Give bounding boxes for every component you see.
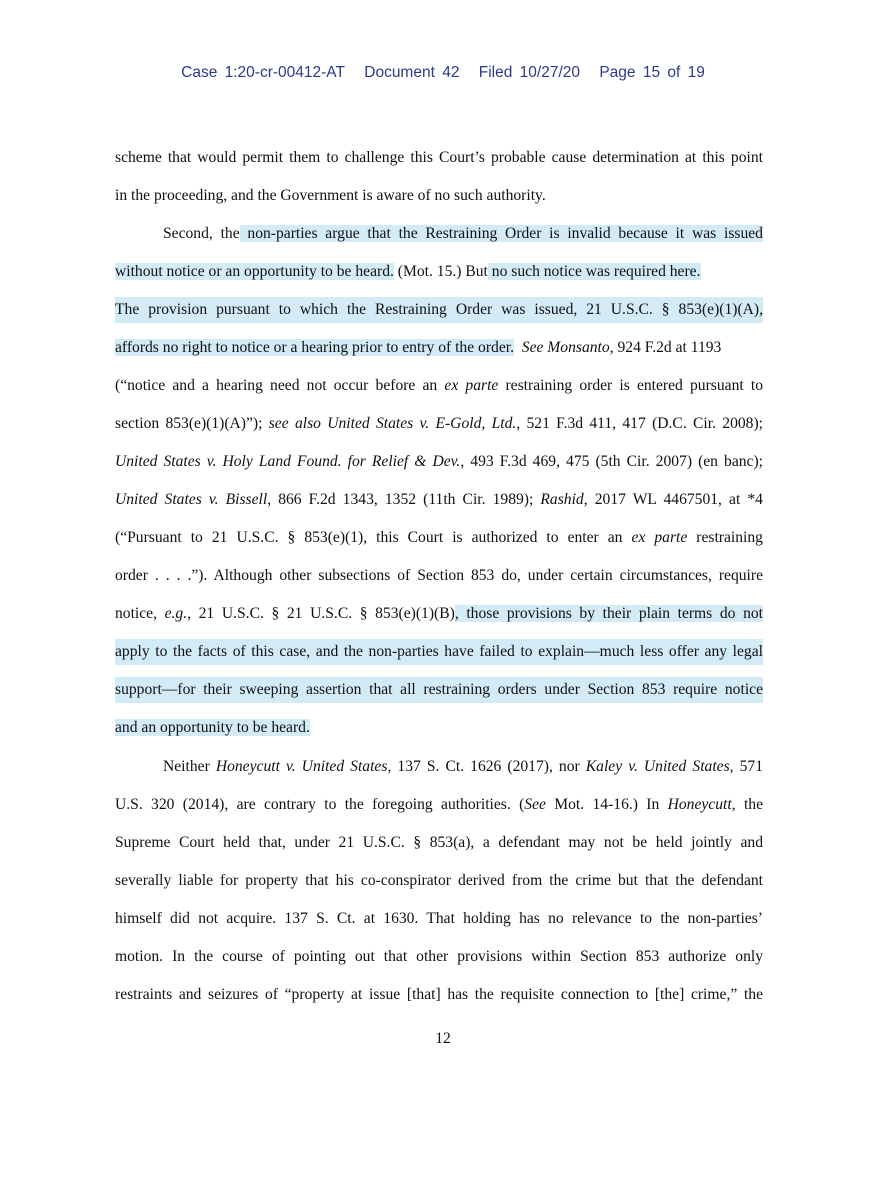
highlight: , those provisions by their plain terms do not (454, 605, 763, 622)
text-line (115, 715, 763, 741)
text-line: (“notice and a hearing need not occur before an ex parte restraining order is entered pursuant to (115, 377, 763, 394)
highlight: and an opportunity to be heard. (115, 719, 310, 736)
text-line: severally liable for property that his co-conspirator derived from the crime but that the defendant (115, 872, 763, 889)
text-line: motion. In the course of pointing out that other provisions within Section 853 authorize only (115, 948, 763, 965)
text-line: without notice or an opportunity to be heard. (Mot. 15.) But no such notice was required here. (115, 263, 701, 280)
text-line: apply to the facts of this case, and the non-parties have failed to explain—much less offer any legal (115, 639, 763, 665)
filed-date: Filed 10/27/20 (478, 64, 581, 81)
text-line: notice, e.g., 21 U.S.C. § 21 U.S.C. § 853(e)(1)(B), those provisions by their plain terms do not (115, 605, 763, 622)
text-line: The provision pursuant to which the Restraining Order was issued, 21 U.S.C. § 853(e)(1)(A), (115, 297, 763, 323)
text-line: restraints and seizures of “property at issue [that] has the requisite connection to [the] crime,” the (115, 986, 763, 1003)
text-line: U.S. 320 (2014), are contrary to the foregoing authorities. (See Mot. 14-16.) In Honeycutt, the (115, 796, 763, 813)
case-number: Case 1:20-cr-00412-AT (181, 64, 345, 81)
text-line: scheme that would permit them to challenge this Court’s probable cause determination at this point (115, 149, 763, 166)
highlight: affords no right to notice or a hearing prior to entry of the order. (115, 339, 514, 356)
text-line: section 853(e)(1)(A)”); see also United States v. E-Gold, Ltd., 521 F.3d 411, 417 (D.C. Cir. 2008); (115, 415, 763, 432)
highlight: without notice or an opportunity to be heard. (115, 263, 394, 280)
text-line: (“Pursuant to 21 U.S.C. § 853(e)(1), this Court is authorized to enter an ex parte restraining (115, 529, 763, 546)
highlight: no such notice was required here. (487, 263, 701, 280)
text-line: order . . . .”). Although other subsections of Section 853 do, under certain circumstances, require (115, 567, 763, 584)
text-line: himself did not acquire. 137 S. Ct. at 1630. That holding has no relevance to the non-parties’ (115, 910, 763, 927)
text-line: United States v. Holy Land Found. for Relief & Dev., 493 F.3d 469, 475 (5th Cir. 2007) (en banc); (115, 453, 763, 470)
text-line: affords no right to notice or a hearing prior to entry of the order. See Monsanto, 924 F.2d at 1193 (115, 339, 722, 356)
highlight: non-parties argue that the Restraining Order is invalid because it was issued (239, 225, 763, 242)
text-line: in the proceeding, and the Government is aware of no such authority. (115, 187, 546, 204)
text-line: Supreme Court held that, under 21 U.S.C. § 853(a), a defendant may not be held jointly and (115, 834, 763, 851)
text-line: support—for their sweeping assertion that all restraining orders under Section 853 require notice (115, 677, 763, 703)
text-line: Second, the non-parties argue that the Restraining Order is invalid because it was issued (163, 225, 763, 242)
document-number: Document 42 (364, 64, 460, 81)
text-line: United States v. Bissell, 866 F.2d 1343, 1352 (11th Cir. 1989); Rashid, 2017 WL 4467501, at *4 (115, 491, 763, 508)
page-count: Page 15 of 19 (599, 64, 705, 81)
case-header (0, 64, 886, 82)
page-number: 12 (435, 1030, 451, 1047)
text-line: Neither Honeycutt v. United States, 137 S. Ct. 1626 (2017), nor Kaley v. United States, 571 (163, 758, 763, 775)
